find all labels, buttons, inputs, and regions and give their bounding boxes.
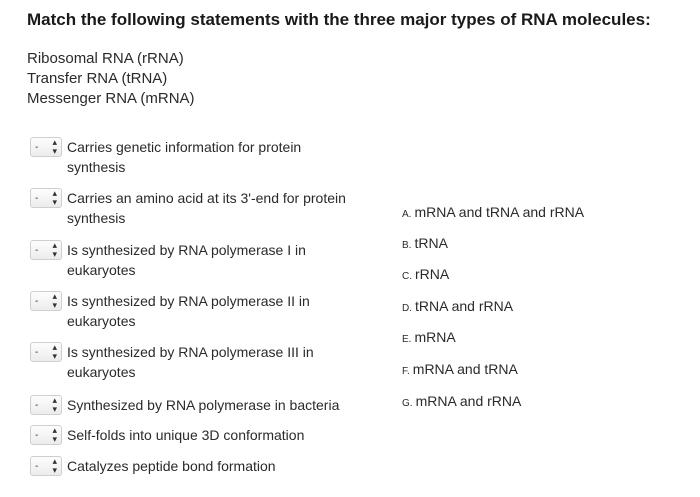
statement-text: Carries genetic information for protein synthesis <box>67 139 302 175</box>
statement-text: Carries an amino acid at its 3'-end for protein synthesis <box>67 190 346 226</box>
select-arrows-icon: ▴ ▾ <box>52 425 57 444</box>
rna-type-item: Ribosomal RNA (rRNA) <box>27 50 184 67</box>
statement-row <box>30 137 347 177</box>
select-placeholder: - <box>35 399 39 411</box>
select-arrows-icon: ▴ ▾ <box>52 456 57 475</box>
select-arrows-icon: ▴ ▾ <box>52 395 57 414</box>
answer-option: E. mRNA <box>402 329 456 345</box>
answer-select[interactable] <box>30 291 62 311</box>
select-placeholder: - <box>35 192 39 204</box>
answer-select[interactable] <box>30 342 62 362</box>
answer-option: G. mRNA and rRNA <box>402 393 522 409</box>
select-placeholder: - <box>35 346 39 358</box>
answer-option: D. tRNA and rRNA <box>402 298 514 314</box>
statement-row <box>30 240 337 280</box>
answer-select[interactable] <box>30 395 62 415</box>
statement-text: Self-folds into unique 3D conformation <box>67 427 305 443</box>
select-arrows-icon: ▴ ▾ <box>52 291 57 310</box>
statement-row <box>30 291 347 331</box>
statement-row <box>30 342 347 382</box>
answer-select[interactable] <box>30 425 62 445</box>
statement-text: Is synthesized by RNA polymerase II in eukaryotes <box>67 293 310 329</box>
statement-row <box>30 425 387 445</box>
answer-select[interactable] <box>30 188 62 208</box>
statement-row <box>30 395 387 415</box>
select-arrows-icon: ▴ ▾ <box>52 342 57 361</box>
rna-type-item: Messenger RNA (mRNA) <box>27 90 195 107</box>
select-placeholder: - <box>35 244 39 256</box>
answer-option: A. mRNA and tRNA and rRNA <box>402 204 585 220</box>
answer-select[interactable] <box>30 137 62 157</box>
statement-text: Is synthesized by RNA polymerase III in eukaryotes <box>67 344 314 380</box>
select-placeholder: - <box>35 429 39 441</box>
statement-text: Synthesized by RNA polymerase in bacteria <box>67 397 340 413</box>
answer-option: B. tRNA <box>402 235 448 251</box>
select-placeholder: - <box>35 295 39 307</box>
question-title: Match the following statements with the three major types of RNA molecules: <box>27 10 651 29</box>
answer-select[interactable] <box>30 240 62 260</box>
select-placeholder: - <box>35 460 39 472</box>
answer-option: C. rRNA <box>402 266 450 282</box>
rna-type-item: Transfer RNA (tRNA) <box>27 70 168 87</box>
select-arrows-icon: ▴ ▾ <box>52 188 57 207</box>
answer-select[interactable] <box>30 456 62 476</box>
select-arrows-icon: ▴ ▾ <box>52 137 57 156</box>
answer-option: F. mRNA and tRNA <box>402 361 518 377</box>
statement-text: Is synthesized by RNA polymerase I in eukaryotes <box>67 242 306 278</box>
statement-text: Catalyzes peptide bond formation <box>67 458 276 474</box>
select-placeholder: - <box>35 141 39 153</box>
select-arrows-icon: ▴ ▾ <box>52 240 57 259</box>
statement-row <box>30 456 387 476</box>
statement-row <box>30 188 387 228</box>
rna-types-list <box>27 49 195 109</box>
